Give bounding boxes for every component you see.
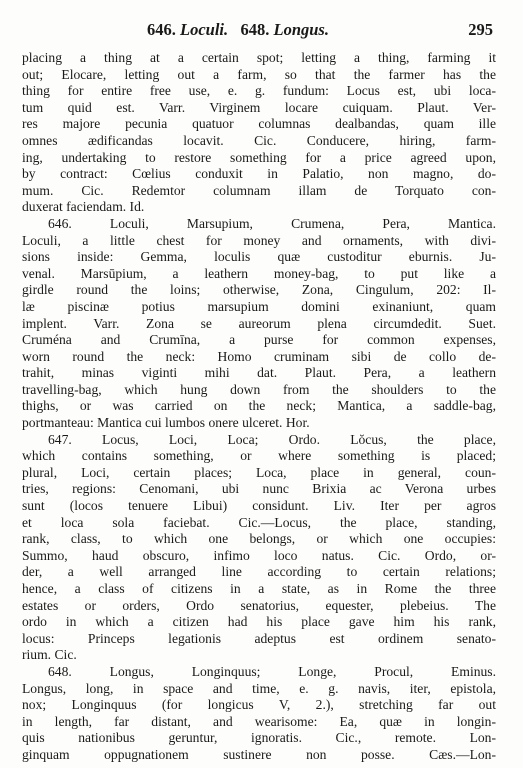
text-line: ordo in which a citizen had his place gave him his rank, (22, 614, 496, 630)
text-line: Cruména and Crumīna, a purse for common expenses, (22, 332, 496, 348)
running-title (147, 20, 329, 40)
text-line: placing a thing at a certain spot; letting a thing, farming it (22, 50, 496, 65)
text-line: thighs, or was carried on the neck; Mantica, a saddle-bag, (22, 398, 496, 414)
text-line: ginquam oppugnationem sustinere non posse. Cæs.—Lon- (22, 746, 496, 762)
running-title-part: Loculi. (180, 20, 229, 39)
running-header (22, 20, 501, 42)
running-title-part: 648. (228, 20, 274, 39)
text-line: 647. Locus, Loci, Loca; Ordo. Lŏcus, the place, (48, 431, 496, 447)
text-line: 648. Longus, Longinquus; Longe, Procul, Eminus. (48, 663, 496, 679)
running-title-part: 646. (147, 20, 180, 39)
text-line: venal. Marsūpium, a leathern money-bag, to put like a (22, 265, 496, 281)
text-line: thing for entire free use, e. g. fundum: Locus est, ubi loca- (22, 83, 496, 99)
page-number: 295 (468, 20, 493, 39)
text-line: der, a well arranged line according to certain relations; (22, 564, 496, 580)
text-line: travelling-bag, which hung down from the shoulders to the (22, 381, 496, 397)
text-line: girdle round the loins; otherwise, Zona, Cingulum, 202: Il- (22, 282, 496, 298)
text-line: out; Elocare, letting out a farm, so that the farmer has the (22, 66, 496, 82)
text-line: implent. Varr. Zona se aureorum plena circumdedit. Suet. (22, 315, 496, 331)
text-line: duxerat faciendam. Id. (22, 199, 145, 215)
text-line: estates or orders, Ordo senatorius, equester, plebeius. The (22, 597, 496, 613)
text-line: nox; Longinquus (for longicus V, 2.), stretching far out (22, 697, 496, 713)
text-line: which contains something, or where something is placed; (22, 448, 496, 464)
text-line: læ piscinæ potius marsupium domini exinaniunt, quam (22, 298, 496, 314)
text-line: res majore pecunia quatuor columnas dealbandas, quam ille (22, 116, 496, 132)
text-line: rium. Cic. (22, 647, 77, 663)
text-line: worn round the neck: Homo cruminam sibi de collo de- (22, 348, 496, 364)
text-line: rank, class, to which one belongs, or which one occupies: (22, 531, 496, 547)
text-line: Loculi, a little chest for money and ornaments, with divi- (22, 232, 496, 248)
running-title-part: Longus. (273, 20, 329, 39)
text-line: in length, far distant, and wearisome: Ea, quæ in longin- (22, 713, 496, 729)
body-text (22, 50, 496, 764)
text-line: by contract: Cœlius conduxit in Palatio, non magno, do- (22, 166, 496, 182)
text-line: portmanteau: Mantica cui lumbos onere ulceret. Hor. (22, 415, 310, 431)
text-line: locus: Princeps legationis adeptus est ordinem senato- (22, 630, 496, 646)
text-line: trahit, minas viginti mihi dat. Plaut. Pera, a leathern (22, 365, 496, 381)
text-line: sunt (locos tenuere Libui) considunt. Liv. Iter per agros (22, 498, 496, 514)
text-line: tries, regions: Cenomani, ubi nunc Brixia ac Verona urbes (22, 481, 496, 497)
text-line: mum. Cic. Redemtor columnam illam de Torquato con- (22, 182, 496, 198)
text-line: hence, a class of citizens in a state, as in Rome the three (22, 581, 496, 596)
text-line: plural, Loci, certain places; Loca, place in general, coun- (22, 464, 496, 480)
text-line: 646. Loculi, Marsupium, Crumena, Pera, Mantica. (48, 215, 496, 231)
text-line: Summo, haud obscuro, infimo loco natus. Cic. Ordo, or- (22, 547, 496, 563)
text-line: sions inside: Gemma, loculis quæ custoditur eburnis. Ju- (22, 249, 496, 265)
text-line: Longus, long, in space and time, e. g. navis, iter, epistola, (22, 680, 496, 696)
text-line: ing, undertaking to restore something for a price agreed upon, (22, 149, 496, 165)
text-line: quis nationibus geruntur, ignoratis. Cic., remote. Lon- (22, 730, 496, 746)
text-line: omnes ædificandas locavit. Cic. Conducere, hiring, farm- (22, 132, 496, 148)
text-line: et loca sola faciebat. Cic.—Locus, the place, standing, (22, 514, 496, 530)
text-line: tum quid est. Varr. Virginem locare cuiquam. Plaut. Ver- (22, 99, 496, 115)
